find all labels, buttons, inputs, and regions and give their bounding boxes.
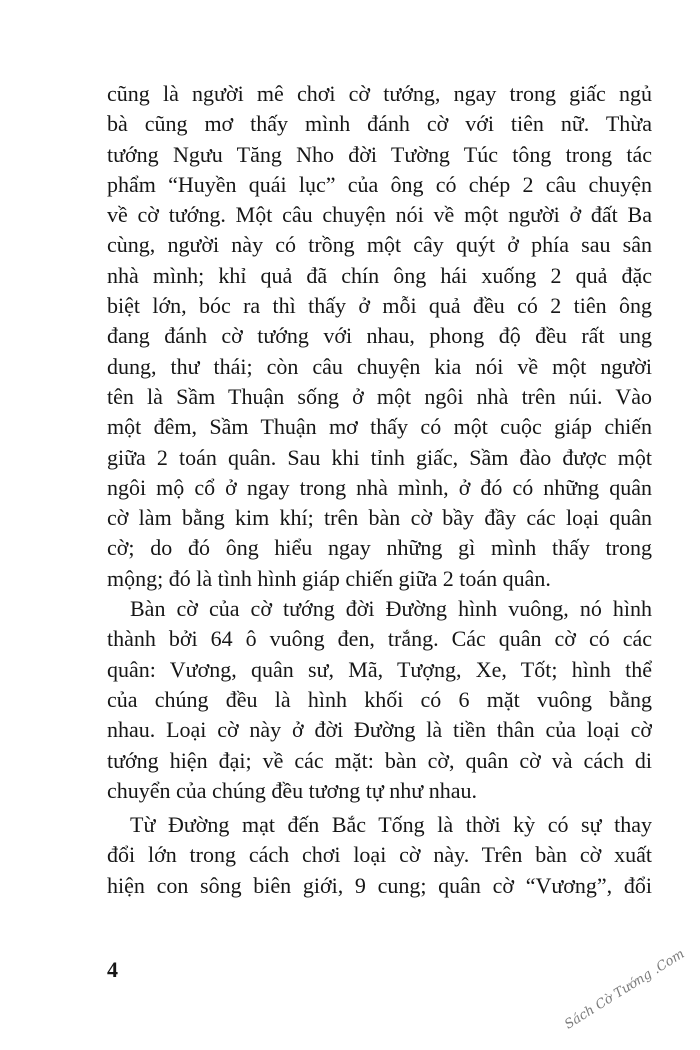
text-line: phẩm “Huyền quái lục” của ông có chép 2 câu chuyện <box>107 171 652 197</box>
text-line: ngôi mộ cổ ở ngay trong nhà mình, ở đó có những quân <box>107 474 652 500</box>
text-line: Bàn cờ của cờ tướng đời Đường hình vuông, nó hình <box>130 596 652 622</box>
text-line: cũng là người mê chơi cờ tướng, ngay trong giấc ngủ <box>107 81 652 106</box>
paragraph <box>107 79 652 594</box>
text-line: giữa 2 toán quân. Sau khi tỉnh giấc, Sầm đào được một <box>107 444 652 470</box>
page-number: 4 <box>107 957 118 982</box>
text-line: nhà mình; khỉ quả đã chín ông hái xuống 2 quả đặc <box>107 262 652 288</box>
text-line: Từ Đường mạt đến Bắc Tống là thời kỳ có sự thay <box>130 812 652 838</box>
text-line: một đêm, Sầm Thuận mơ thấy có một cuộc giáp chiến <box>107 414 652 440</box>
text-line: về cờ tướng. Một câu chuyện nói về một người ở đất Ba <box>107 202 652 228</box>
text-line: biệt lớn, bóc ra thì thấy ở mỗi quả đều có 2 tiên ông <box>107 293 652 319</box>
watermark: Sách Cờ Tướng .Com <box>562 946 688 1033</box>
text-line: tên là Sầm Thuận sống ở một ngôi nhà trên núi. Vào <box>107 383 652 409</box>
paragraph <box>107 810 652 901</box>
text-line: quân: Vương, quân sư, Mã, Tượng, Xe, Tốt; hình thể <box>107 656 652 682</box>
paragraph <box>107 594 652 806</box>
text-line: cờ; do đó ông hiểu ngay những gì mình thấy trong <box>107 535 652 561</box>
text-line: của chúng đều là hình khối có 6 mặt vuông bằng <box>107 686 652 712</box>
text-line: bà cũng mơ thấy mình đánh cờ với tiên nữ. Thừa <box>107 111 652 137</box>
text-line: tướng hiện đại; về các mặt: bàn cờ, quân cờ và cách di <box>107 747 652 773</box>
text-line: đang đánh cờ tướng với nhau, phong độ đều rất ung <box>107 323 652 349</box>
text-line: tướng Ngưu Tăng Nho đời Tường Túc tông trong tác <box>107 141 652 167</box>
text-line: thành bởi 64 ô vuông đen, trắng. Các quân cờ có các <box>107 626 652 652</box>
text-line: hiện con sông biên giới, 9 cung; quân cờ “Vương”, đổi <box>107 872 652 898</box>
text-line: nhau. Loại cờ này ở đời Đường là tiền thân của loại cờ <box>107 717 652 743</box>
text-line: cùng, người này có trồng một cây quýt ở phía sau sân <box>107 232 652 258</box>
page-body-text <box>107 79 652 901</box>
text-line: dung, thư thái; còn câu chuyện kia nói về một người <box>107 353 652 379</box>
text-line: đổi lớn trong cách chơi loại cờ này. Trên bàn cờ xuất <box>107 842 652 868</box>
text-line: mộng; đó là tình hình giáp chiến giữa 2 toán quân. <box>107 565 551 591</box>
text-line: cờ làm bằng kim khí; trên bàn cờ bầy đầy các loại quân <box>107 505 652 531</box>
text-line: chuyển của chúng đều tương tự như nhau. <box>107 777 477 803</box>
